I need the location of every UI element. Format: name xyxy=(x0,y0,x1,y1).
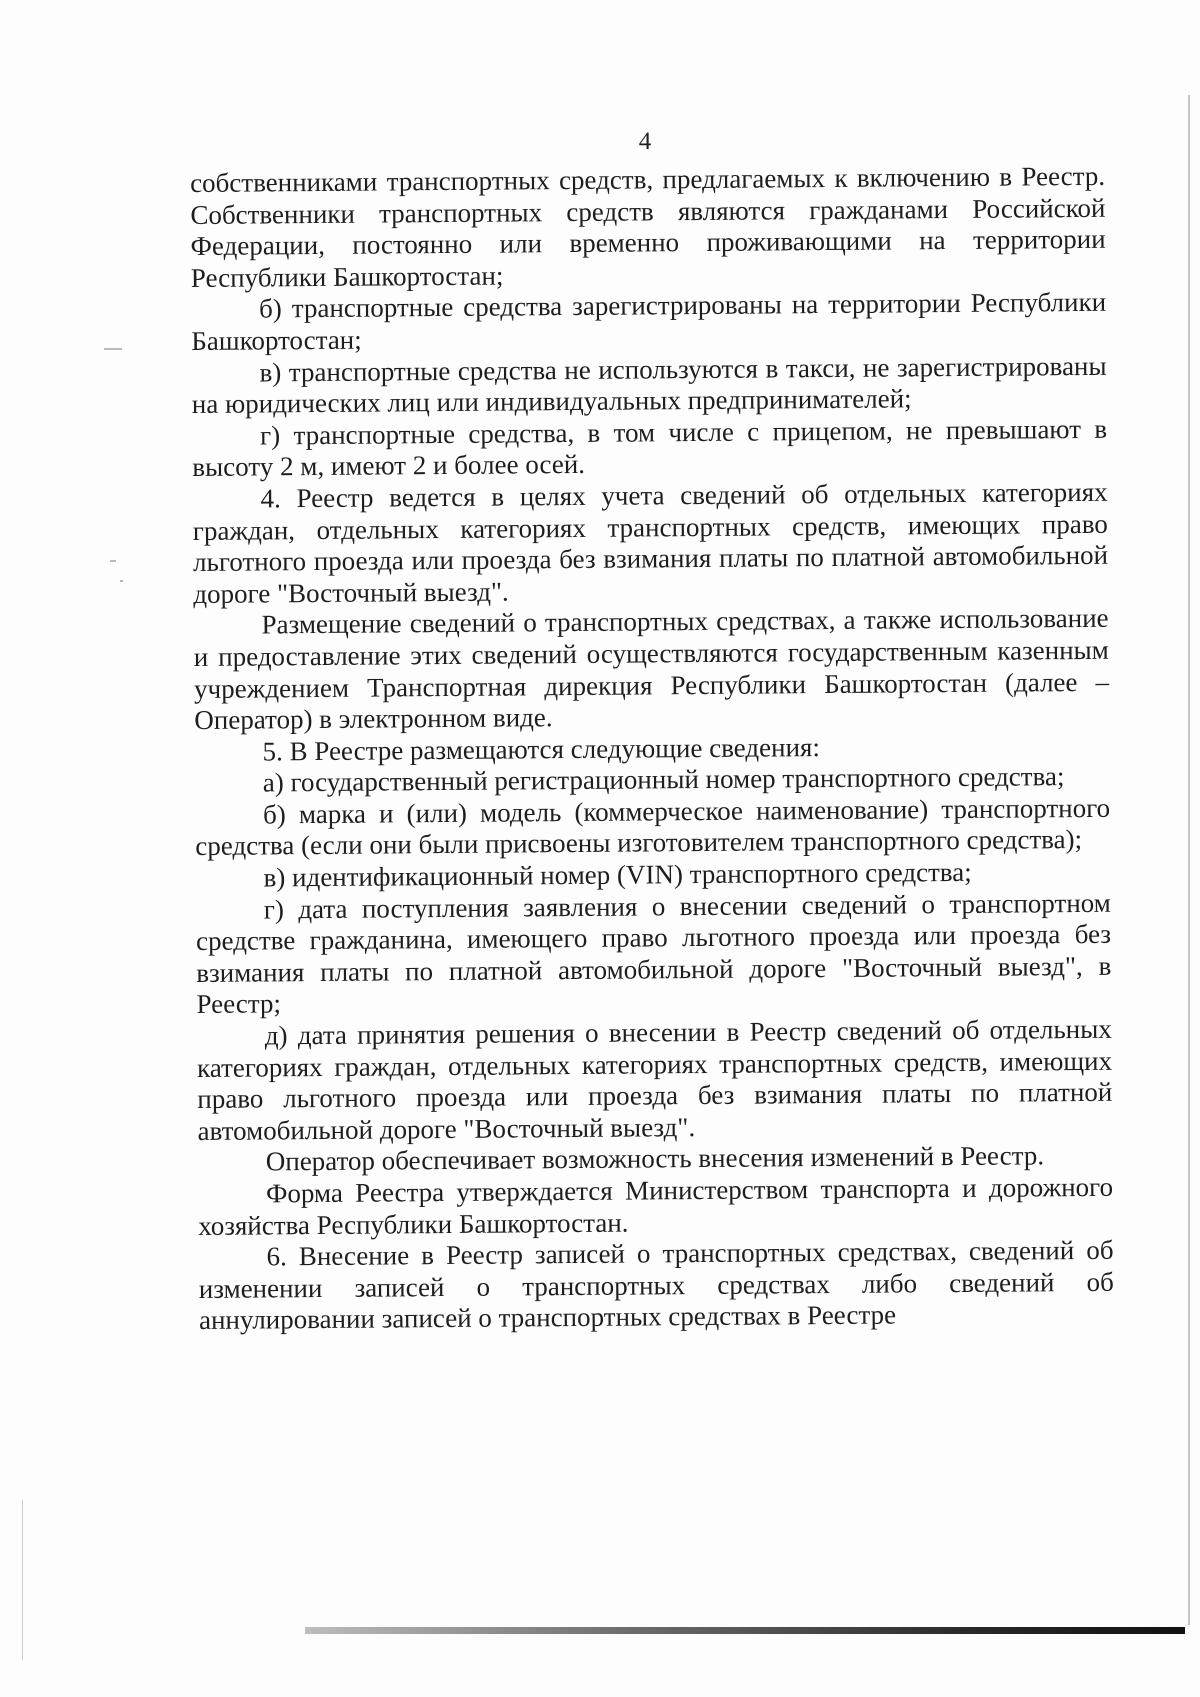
paragraph-item-v-vin: в) идентификационный номер (VIN) транспортного средства; xyxy=(263,856,972,893)
scan-edge-bottom xyxy=(305,1627,1185,1634)
paragraph-item-g-application-date: г) дата поступления заявления о внесении сведений о транспортном средстве гражданина, имеющего право льготного проезда или проезда без взимания платы по платной автомобильной дороге "Восточный выезд", в Реестр; xyxy=(195,887,1112,1020)
paragraph-owners-continuation: собственниками транспортных средств, предлагаемых к включению в Реестр. Собственники транспортных средств являются гражданами Российской Федерации, постоянно или временно проживающими на территории Республики Башкортостан; xyxy=(190,160,1106,293)
paragraph-item-b-registration: б) транспортные средства зарегистрированы на территории Республики Башкортостан; xyxy=(191,287,1107,356)
scan-speck xyxy=(104,348,122,350)
scan-speck xyxy=(110,560,116,562)
paragraph-item-b-make-model: б) марка и (или) модель (коммерческое наименование) транспортного средства (если они были присвоены изготовителем транспортного средства); xyxy=(195,792,1111,862)
paragraph-section-6: 6. Внесение в Реестр записей о транспортных средствах, сведений об изменении записей о транспортных средствах либо сведений об аннулировании записей о транспортных средствах в Реестре xyxy=(198,1234,1114,1336)
page-number: 4 xyxy=(638,128,652,155)
paragraph-item-g-height: г) транспортные средства, в том числе с прицепом, не превышают в высоту 2 м, имеют 2 и более осей. xyxy=(192,413,1108,483)
paragraph-operator-changes: Оператор обеспечивает возможность внесения изменений в Реестр. xyxy=(265,1140,1045,1177)
paragraph-section-5: 5. В Реестре размещаются следующие сведения: xyxy=(262,731,821,767)
paragraph-registry-form: Форма Реестра утверждается Министерством транспорта и дорожного хозяйства Республики Башкортостан. xyxy=(198,1171,1114,1241)
paragraph-operator-placement: Размещение сведений о транспортных средствах, а также использование и предоставление этих сведений осуществляются государственным казенным учреждением Транспортная дирекция Республики Башкортостан (далее – Оператор) в электронном виде. xyxy=(193,603,1110,736)
paragraph-item-v-taxi: в) транспортные средства не используются в такси, не зарегистрированы на юридических лиц или индивидуальных предпринимателей; xyxy=(191,350,1107,420)
scan-edge-left xyxy=(22,1500,23,1660)
scan-speck xyxy=(120,580,123,582)
paragraph-item-a-plate: а) государственный регистрационный номер транспортного средства; xyxy=(262,761,1065,798)
paragraph-section-4: 4. Реестр ведется в целях учета сведений об отдельных категориях граждан, отдельных категориях транспортных средств, имеющих право льготного проезда или проезда без взимания платы по платной автомобильной дороге "Восточный выезд". xyxy=(192,476,1109,609)
scan-edge-right xyxy=(1188,95,1190,1625)
body-text xyxy=(190,161,1114,1337)
paragraph-item-d-decision-date: д) дата принятия решения о внесении в Реестр сведений об отдельных категориях граждан, отдельных категориях транспортных средств, имеющих право льготного проезда или проезда без взимания платы по платной автомобильной дороге "Восточный выезд". xyxy=(196,1013,1113,1146)
